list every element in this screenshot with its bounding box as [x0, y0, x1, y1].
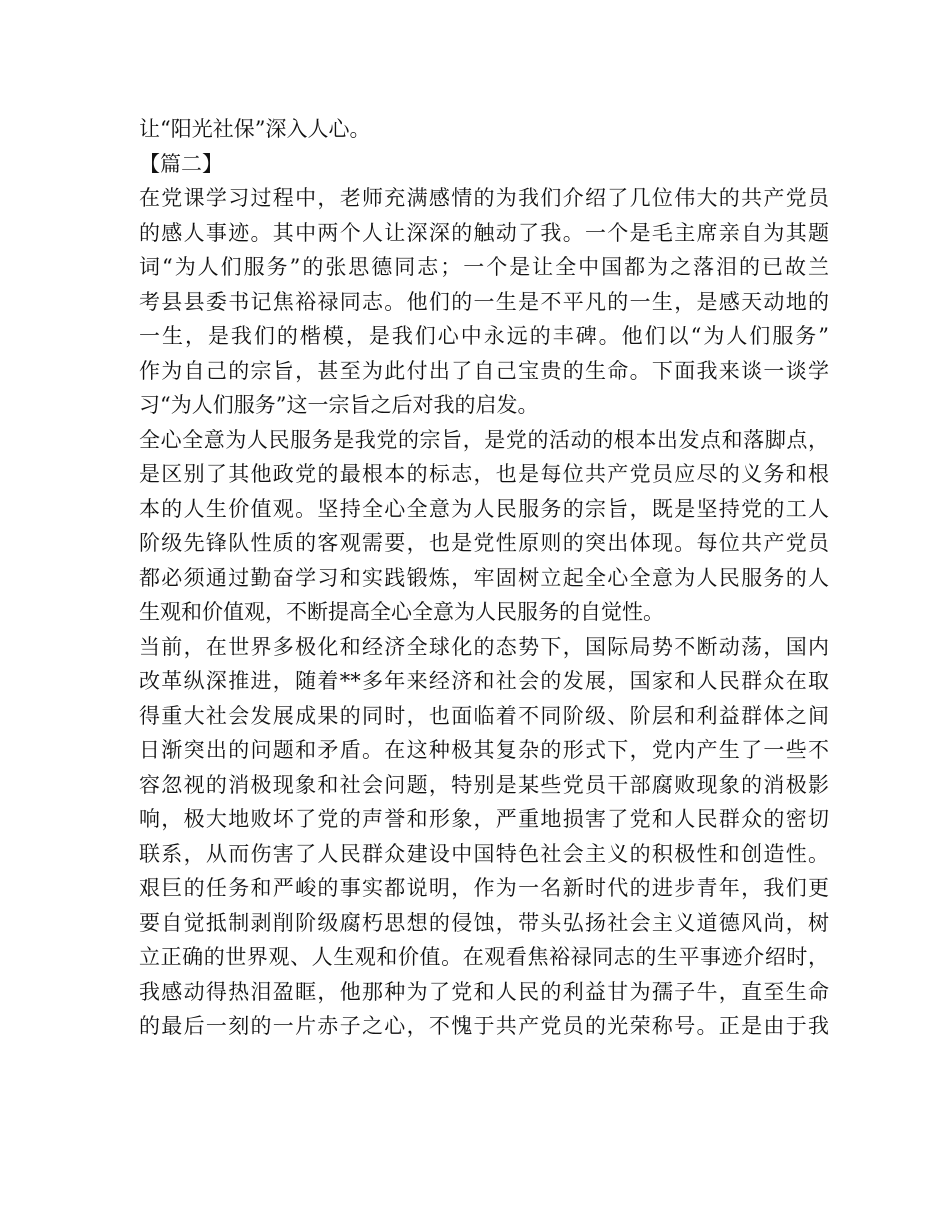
text-line: 当前，在世界多极化和经济全球化的态势下，国际局势不断动荡，国内: [139, 634, 829, 659]
text-line: 在党课学习过程中，老师充满感情的为我们介绍了几位伟大的共产党员: [139, 186, 829, 210]
text-line: 我感动得热泪盈眶，他那种为了党和人民的利益甘为孺子牛，直至生命: [139, 979, 829, 1004]
text-line: 考县县委书记焦裕禄同志。他们的一生是不平凡的一生，是感天动地的: [139, 289, 829, 314]
text-line: 的感人事迹。其中两个人让深深的触动了我。一个是毛主席亲自为其题: [139, 220, 829, 245]
text-line: 艰巨的任务和严峻的事实都说明，作为一名新时代的进步青年，我们更: [139, 876, 829, 900]
text-line: 都必须通过勤奋学习和实践锻炼，牢固树立起全心全意为人民服务的人: [139, 565, 829, 590]
text-line: 容忽视的消极现象和社会问题，特别是某些党员干部腐败现象的消极影: [139, 772, 829, 797]
text-line: 一生，是我们的楷模，是我们心中永远的丰碑。他们以“为人们服务”: [139, 324, 829, 348]
text-line: 阶级先锋队性质的客观需要，也是党性原则的突出体现。每位共产党员: [139, 531, 829, 555]
text-line: 得重大社会发展成果的同时，也面临着不同阶级、阶层和利益群体之间: [139, 703, 829, 728]
text-line: 立正确的世界观、人生观和价值。在观看焦裕禄同志的生平事迹介绍时，: [139, 945, 829, 969]
text-line: 让“阳光社保”深入人心。: [139, 117, 371, 141]
text-line: 响，极大地败坏了党的声誉和形象，严重地损害了党和人民群众的密切: [139, 807, 829, 831]
text-line: 是区别了其他政党的最根本的标志，也是每位共产党员应尽的义务和根: [139, 462, 829, 486]
text-line: 联系，从而伤害了人民群众建设中国特色社会主义的积极性和创造性。: [139, 841, 829, 866]
body-text: [139, 112, 829, 1044]
text-line: 作为自己的宗旨，甚至为此付出了自己宝贵的生命。下面我来谈一谈学: [139, 358, 829, 383]
text-line: 习“为人们服务”这一宗旨之后对我的启发。: [139, 393, 539, 417]
text-line: 要自觉抵制剥削阶级腐朽思想的侵蚀，带头弘扬社会主义道德风尚，树: [139, 910, 829, 935]
text-line: 本的人生价值观。坚持全心全意为人民服务的宗旨，既是坚持党的工人: [139, 496, 829, 521]
section-heading: 【篇二】: [139, 151, 223, 176]
text-line: 生观和价值观，不断提高全心全意为人民服务的自觉性。: [139, 600, 664, 624]
text-line: 全心全意为人民服务是我党的宗旨，是党的活动的根本出发点和落脚点，: [139, 427, 829, 452]
text-line: 改革纵深推进，随着**多年来经济和社会的发展，国家和人民群众在取: [139, 669, 829, 693]
text-line: 词“为人们服务”的张思德同志；一个是让全中国都为之落泪的已故兰: [139, 255, 829, 279]
text-line: 日渐突出的问题和矛盾。在这种极其复杂的形式下，党内产生了一些不: [139, 738, 829, 762]
text-line: 的最后一刻的一片赤子之心，不愧于共产党员的光荣称号。正是由于我: [139, 1014, 829, 1038]
